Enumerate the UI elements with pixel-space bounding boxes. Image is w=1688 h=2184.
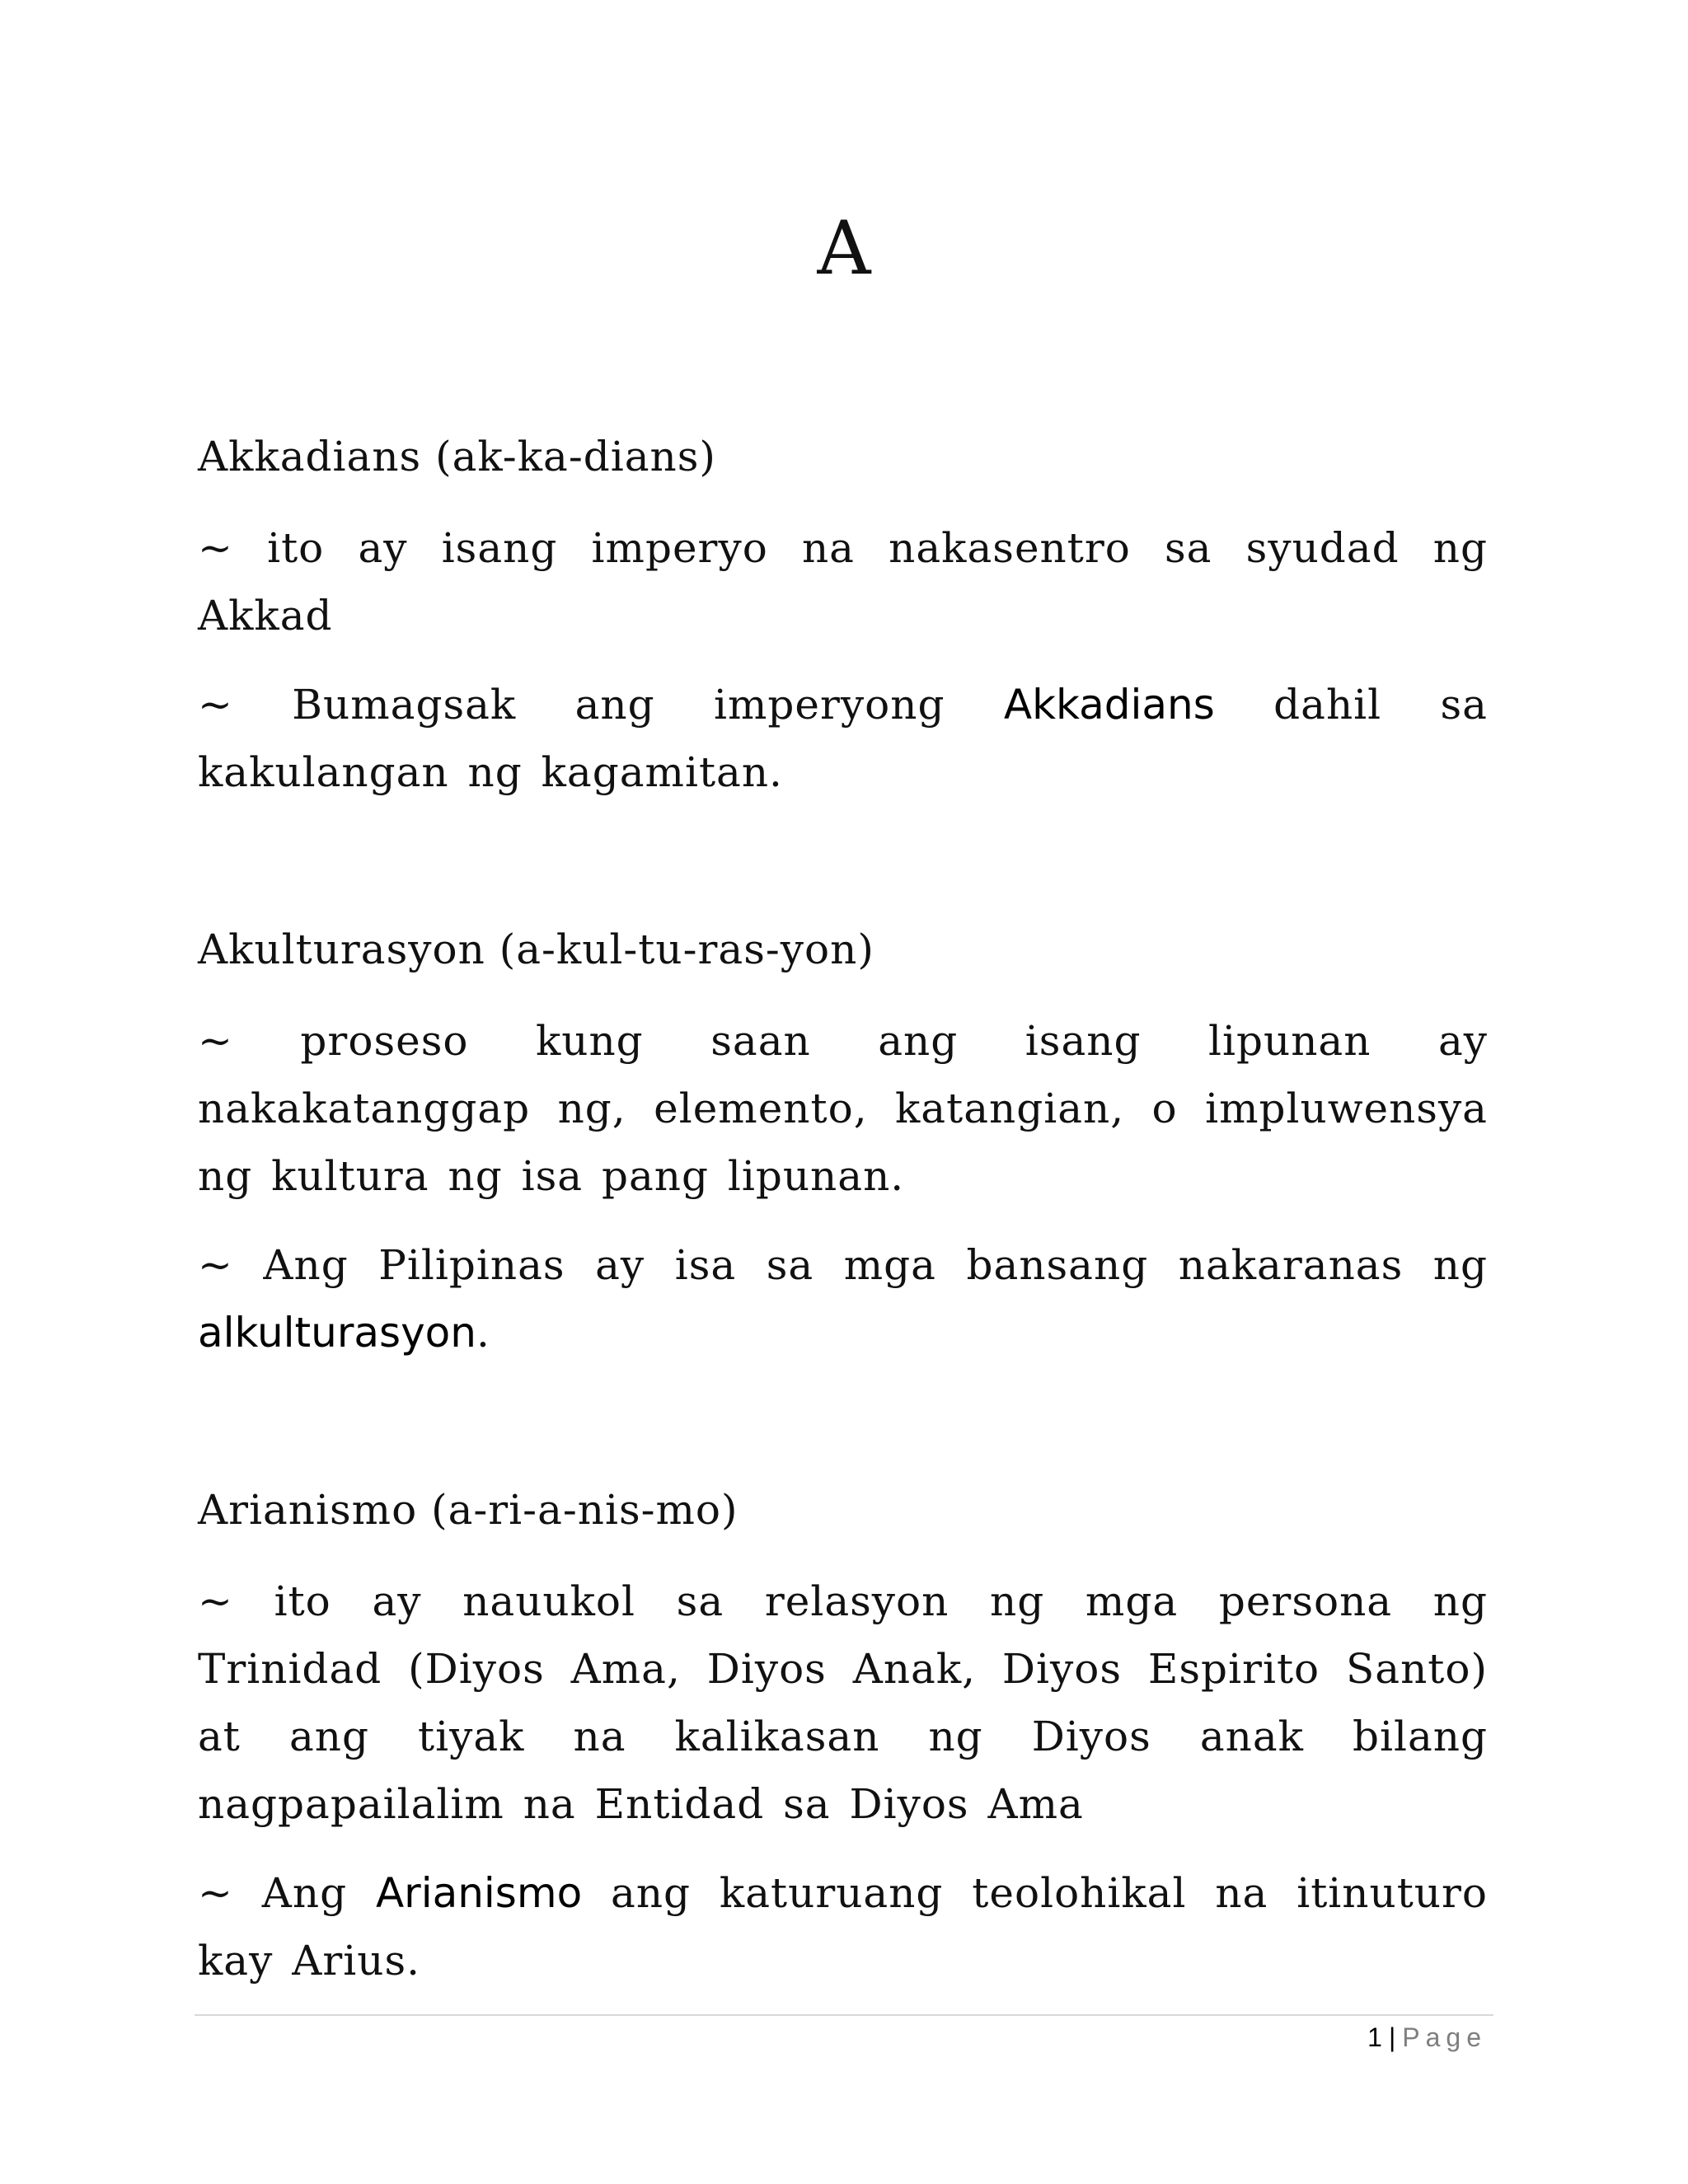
- entry-term: Arianismo (a-ri-a-nis-mo): [198, 1486, 738, 1534]
- example-text-after: ang katuruang teolohikal na itinuturo kay Arius.: [198, 1869, 1488, 1985]
- footer-separator: |: [1388, 2022, 1396, 2052]
- example-text-after: .: [476, 1309, 490, 1357]
- page-label: Page: [1402, 2022, 1487, 2052]
- glossary-entry: [198, 1482, 1488, 1994]
- example-text-before: ~ Ang: [198, 1869, 376, 1917]
- entry-example: [198, 1859, 1488, 1994]
- page-number: 1: [1367, 2022, 1382, 2052]
- entry-term: Akkadians (ak-ka-dians): [198, 433, 716, 480]
- entry-definition: ~ ito ay nauukol sa relasyon ng mga persona ng Trinidad (Diyos Ama, Diyos Anak, Diyos Espirito Santo) at ang tiyak na kalikasan ng Diyos anak bilang nagpapailalim na Entidad sa Diyos Ama: [198, 1577, 1488, 1828]
- example-text-after: dahil sa kakulangan ng kagamitan.: [198, 681, 1488, 796]
- entry-example: [198, 1231, 1488, 1366]
- highlighted-term: Arianismo: [375, 1869, 583, 1917]
- highlighted-term: Akkadians: [1003, 681, 1215, 729]
- example-text-before: ~ Bumagsak ang imperyong: [198, 681, 1004, 729]
- entry-definition: ~ proseso kung saan ang isang lipunan ay nakakatanggap ng, elemento, katangian, o impluwensya ng kultura ng isa pang lipunan.: [198, 1017, 1488, 1200]
- entry-example: [198, 671, 1488, 806]
- highlighted-term: alkulturasyon: [198, 1309, 476, 1357]
- example-text-before: ~ Ang Pilipinas ay isa sa mga bansang nakaranas ng: [198, 1241, 1488, 1289]
- page-footer: [1367, 2016, 1487, 2059]
- footer-divider: [195, 2014, 1493, 2016]
- glossary-entries: [198, 429, 1488, 1994]
- letter-heading: A: [817, 205, 871, 292]
- glossary-entry: [198, 921, 1488, 1366]
- entry-definition: ~ ito ay isang imperyo na nakasentro sa syudad ng Akkad: [198, 524, 1488, 640]
- entry-term: Akulturasyon (a-kul-tu-ras-yon): [198, 926, 874, 973]
- glossary-entry: [198, 429, 1488, 806]
